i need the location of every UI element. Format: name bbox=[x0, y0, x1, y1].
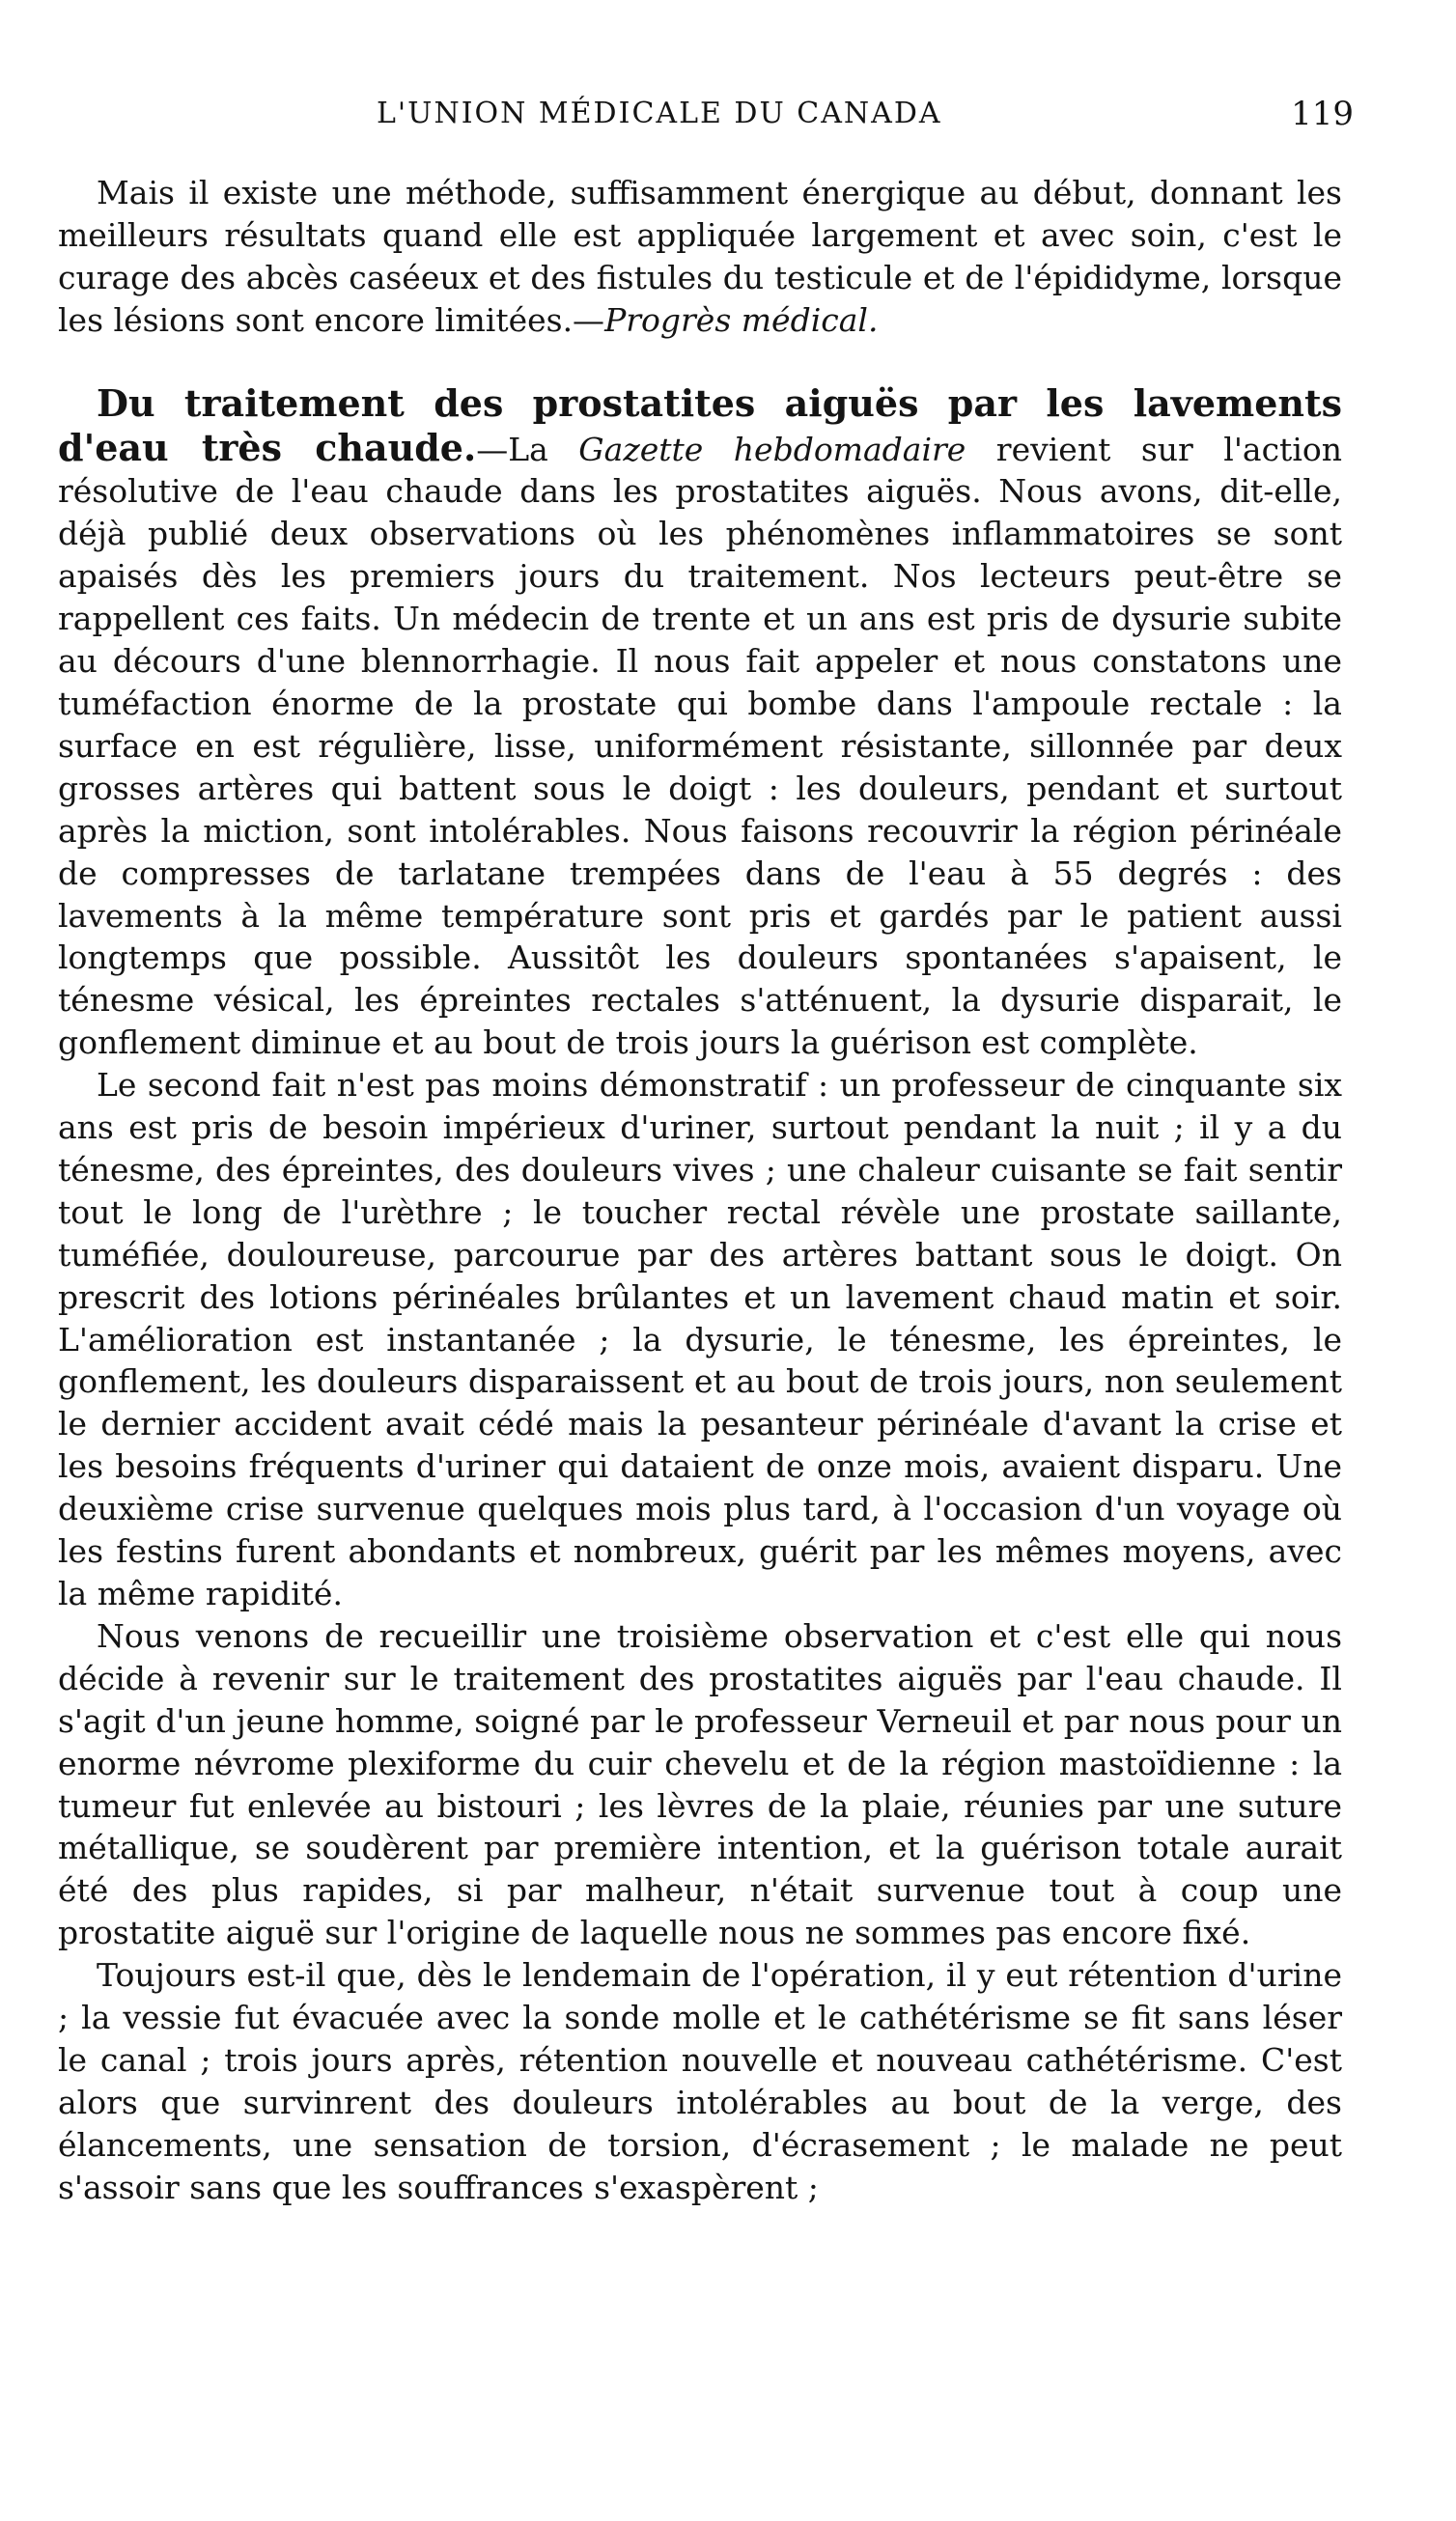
book-page bbox=[58, 77, 1354, 2209]
running-title: L'UNION MÉDICALE DU CANADA bbox=[377, 97, 942, 130]
article-paragraph-3: Nous venons de recueillir une troisième observation et c'est elle qui nous décide à revenir sur le traitement des prostatites aiguës par l'eau chaude. Il s'agit d'un jeune homme, soigné par le professeur Verneuil et par nous pour un enorme névrome plexiforme du cuir chevelu et de la région mastoïdienne : la tumeur fut enlevée au bistouri ; les lèvres de la plaie, réunies par une suture métallique, se soudèrent par première intention, et la guérison totale aurait été des plus rapides, si par malheur, n'était survenue tout à coup une prostatite aiguë sur l'origine de laquelle nous ne sommes pas encore fixé. bbox=[58, 1616, 1342, 1952]
intro-source: Progrès médical. bbox=[604, 300, 879, 339]
article-first-paragraph bbox=[58, 382, 1342, 1065]
running-header bbox=[58, 77, 1354, 145]
intro-paragraph bbox=[58, 172, 1342, 342]
article-heading: Du traitement des prostatites aiguës par les lavements d'eau très chaude. bbox=[58, 380, 1342, 469]
page-body bbox=[58, 172, 1342, 2209]
page-number: 119 bbox=[1291, 95, 1354, 133]
article-paragraph-2: Le second fait n'est pas moins démonstratif : un professeur de cinquante six ans est pris de besoin impérieux d'uriner, surtout pendant la nuit ; il y a du ténesme, des épreintes, des douleurs vives ; une chaleur cuisante se fait sentir tout le long de l'urèthre ; le toucher rectal révèle une prostate saillante, tuméfiée, douloureuse, parcourue par des artères battant sous le doigt. On prescrit des lotions périnéales brûlantes et un lavement chaud matin et soir. L'amélioration est instantanée ; la dysurie, le ténesme, les épreintes, le gonflement, les douleurs disparaissent et au bout de trois jours, non seulement le dernier accident avait cédé mais la pesanteur périnéale d'avant la crise et les besoins fréquents d'uriner qui dataient de onze mois, avaient disparu. Une deuxième crise survenue quelques mois plus tard, à l'occasion d'un voyage où les festins furent abondants et nombreux, guérit par les mêmes moyens, avec la même rapidité. bbox=[58, 1066, 1342, 1612]
article-lead-b: revient sur l'action résolutive de l'eau chaude dans les prostatites aiguës. Nous avons, dit-elle, déjà publié deux observations où les phénomènes inflammatoires se sont apaisés dès les premiers jours du traitement. Nos lecteurs peut-être se rappellent ces faits. Un médecin de trente et un ans est pris de dysurie subite au décours d'une blennorrhagie. Il nous fait appeler et nous constatons une tuméfaction énorme de la prostate qui bombe dans l'ampoule rectale : la surface en est régulière, lisse, uniformément résistante, sillonnée par deux grosses artères qui battent sous le doigt : les douleurs, pendant et surtout après la miction, sont intolérables. Nous faisons recouvrir la région périnéale de compresses de tarlatane trempées dans de l'eau à 55 degrés : des lavements à la même température sont pris et gardés par le patient aussi longtemps que possible. Aussitôt les douleurs spontanées s'apaisent, le ténesme vésical, les épreintes rectales s'atténuent, la dysurie disparait, le gonflement diminue et au bout de trois jours la guérison est complète. bbox=[58, 430, 1342, 1062]
article-paragraph-4: Toujours est-il que, dès le lendemain de l'opération, il y eut rétention d'urine ; la vessie fut évacuée avec la sonde molle et le cathétérisme se fit sans léser le canal ; trois jours après, rétention nouvelle et nouveau cathétérisme. C'est alors que survinrent des douleurs intolérables au bout de la verge, des élancements, une sensation de torsion, d'écrasement ; le malade ne peut s'assoir sans que les souffrances s'exaspèrent ; bbox=[58, 1956, 1342, 2206]
intro-text: Mais il existe une méthode, suffisamment énergique au début, donnant les meilleurs résultats quand elle est appliquée largement et avec soin, c'est le curage des abcès caséeux et des fistules du testicule et de l'épididyme, lorsque les lésions sont encore limitées.— bbox=[58, 174, 1342, 339]
heading-dash: — bbox=[476, 430, 509, 468]
journal-name: Gazette hebdomadaire bbox=[578, 430, 966, 468]
article-lead-a: La bbox=[508, 430, 579, 468]
